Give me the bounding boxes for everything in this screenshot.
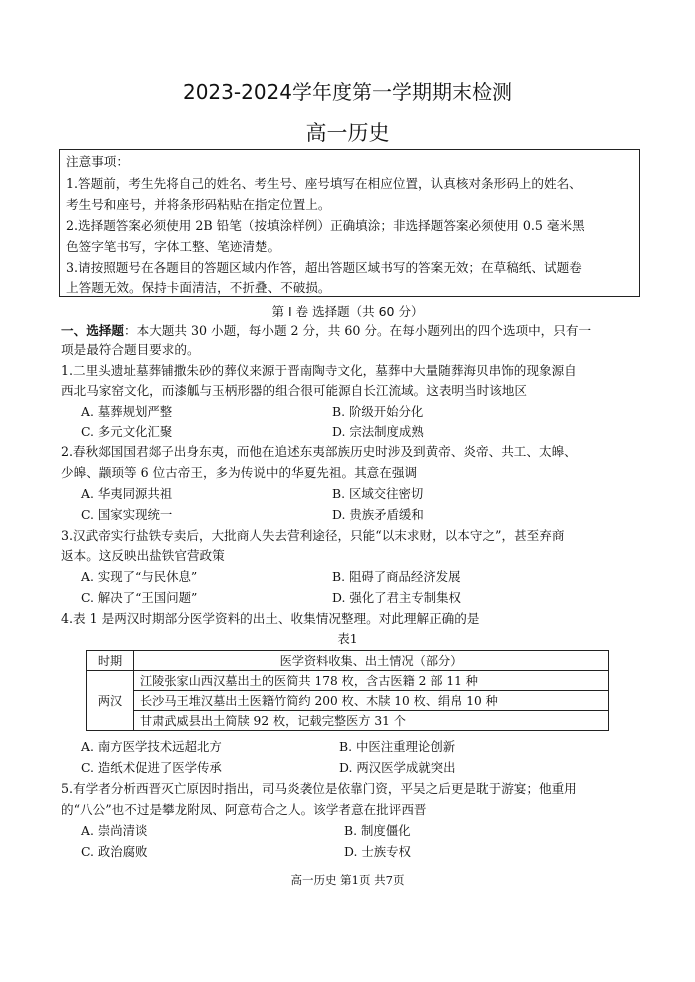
- q2-option-a[interactable]: A. 华夷同源共祖: [81, 486, 173, 501]
- q3-option-c[interactable]: C. 解决了“王国问题”: [81, 590, 198, 605]
- question-5-line: 5.有学者分析西晋灭亡原因时指出，司马炎袭位是依靠门资，平吴之后更是耽于游宴；他重用: [61, 781, 577, 796]
- notice-heading: 注意事项：: [66, 154, 129, 169]
- page-footer: 高一历史 第1页 共7页: [290, 873, 405, 887]
- q1-option-b[interactable]: B. 阶级开始分化: [332, 404, 424, 419]
- question-5-line: 的“八公”也不过是攀龙附凤、阿意苟合之人。该学者意在批评西晋: [61, 802, 427, 817]
- q4-option-a[interactable]: A. 南方医学技术远超北方: [81, 739, 222, 754]
- medical-data-table: [86, 650, 609, 731]
- question-3-line: 3.汉武帝实行盐铁专卖后，大批商人失去营利途径，只能“以末求财，以本守之”，甚至弃商: [61, 528, 565, 543]
- notice-box: [59, 149, 640, 297]
- notice-line: 1.答题前，考生先将自己的姓名、考生号、座号填写在相应位置，认真核对条形码上的姓名、: [66, 176, 582, 191]
- notice-line: 色签字笔书写，字体工整、笔迹清楚。: [66, 239, 281, 254]
- table-header-cell: 医学资料收集、出土情况（部分）: [134, 651, 609, 671]
- q5-option-a[interactable]: A. 崇尚清谈: [81, 823, 148, 838]
- subject-title: 高一历史: [305, 121, 390, 145]
- notice-line: 考生号和座号，并将条形码粘贴在指定位置上。: [66, 197, 331, 212]
- question-1-line: 1.二里头遗址墓葬铺撒朱砂的葬仪来源于晋南陶寺文化，墓葬中大量随葬海贝串饰的现象源自: [61, 363, 577, 378]
- table-row: [87, 671, 609, 691]
- section-intro-text: ：本大题共 30 小题，每小题 2 分，共 60 分。在每小题列出的四个选项中，只有一: [123, 323, 592, 338]
- q4-option-d[interactable]: D. 两汉医学成就突出: [339, 760, 456, 775]
- table-row: [87, 691, 609, 711]
- q3-option-b[interactable]: B. 阻碍了商品经济发展: [332, 569, 461, 584]
- table-row: [87, 711, 609, 731]
- q4-option-b[interactable]: B. 中医注重理论创新: [339, 739, 456, 754]
- q2-option-c[interactable]: C. 国家实现统一: [81, 507, 173, 522]
- q5-option-d[interactable]: D. 士族专权: [344, 844, 411, 859]
- table-cell: 长沙马王堆汉墓出土医籍竹简约 200 枚、木牍 10 枚、绢帛 10 种: [134, 691, 609, 711]
- table-cell: 江陵张家山西汉墓出土的医简共 178 枚，含古医籍 2 部 11 种: [134, 671, 609, 691]
- exam-title: 2023-2024学年度第一学期期末检测: [182, 80, 512, 104]
- table-cell: 甘肃武威县出土简牍 92 枚，记载完整医方 31 个: [134, 711, 609, 731]
- q3-option-a[interactable]: A. 实现了“与民休息”: [81, 569, 198, 584]
- question-2-line: 少皞、颛顼等 6 位古帝王，多为传说中的华夏先祖。其意在强调: [61, 465, 418, 480]
- question-1-line: 西北马家窑文化，而漆觚与玉柄形器的组合很可能源自长江流域。这表明当时该地区: [61, 383, 527, 398]
- q4-option-c[interactable]: C. 造纸术促进了医学传承: [81, 760, 222, 775]
- table-period-cell: 两汉: [87, 671, 134, 731]
- notice-line: 3.请按照题号在各题目的答题区域内作答，超出答题区域书写的答案无效；在草稿纸、试题卷: [66, 260, 582, 275]
- q3-option-d[interactable]: D. 强化了君主专制集权: [332, 590, 461, 605]
- section-title: 第 Ⅰ 卷 选择题（共 60 分）: [271, 304, 424, 319]
- q1-option-a[interactable]: A. 墓葬规划严整: [81, 404, 173, 419]
- q1-option-c[interactable]: C. 多元文化汇聚: [81, 424, 173, 439]
- notice-line: 2.选择题答案必须使用 2B 铅笔（按填涂样例）正确填涂；非选择题答案必须使用 0.5 毫米黑: [66, 218, 585, 233]
- notice-line: 上答题无效。保持卡面清洁，不折叠、不破损。: [66, 280, 331, 295]
- section-intro: [61, 323, 591, 339]
- q5-option-b[interactable]: B. 制度僵化: [344, 823, 411, 838]
- table-header-row: [87, 651, 609, 671]
- question-4-line: 4.表 1 是两汉时期部分医学资料的出土、收集情况整理。对此理解正确的是: [61, 611, 480, 626]
- section-intro-line2: 项是最符合题目要求的。: [61, 342, 200, 357]
- q2-option-d[interactable]: D. 贵族矛盾缓和: [332, 507, 424, 522]
- q2-option-b[interactable]: B. 区域交往密切: [332, 486, 424, 501]
- q5-option-c[interactable]: C. 政治腐败: [81, 844, 148, 859]
- table-caption: 表1: [337, 631, 358, 646]
- section-intro-label: 一、选择题: [61, 323, 124, 338]
- table-header-cell: 时期: [87, 651, 134, 671]
- q1-option-d[interactable]: D. 宗法制度成熟: [332, 424, 424, 439]
- question-3-line: 返本。这反映出盐铁官营政策: [61, 548, 225, 563]
- question-2-line: 2.春秋郯国国君郯子出身东夷，而他在追述东夷部族历史时涉及到黄帝、炎帝、共工、太皞、: [61, 444, 577, 459]
